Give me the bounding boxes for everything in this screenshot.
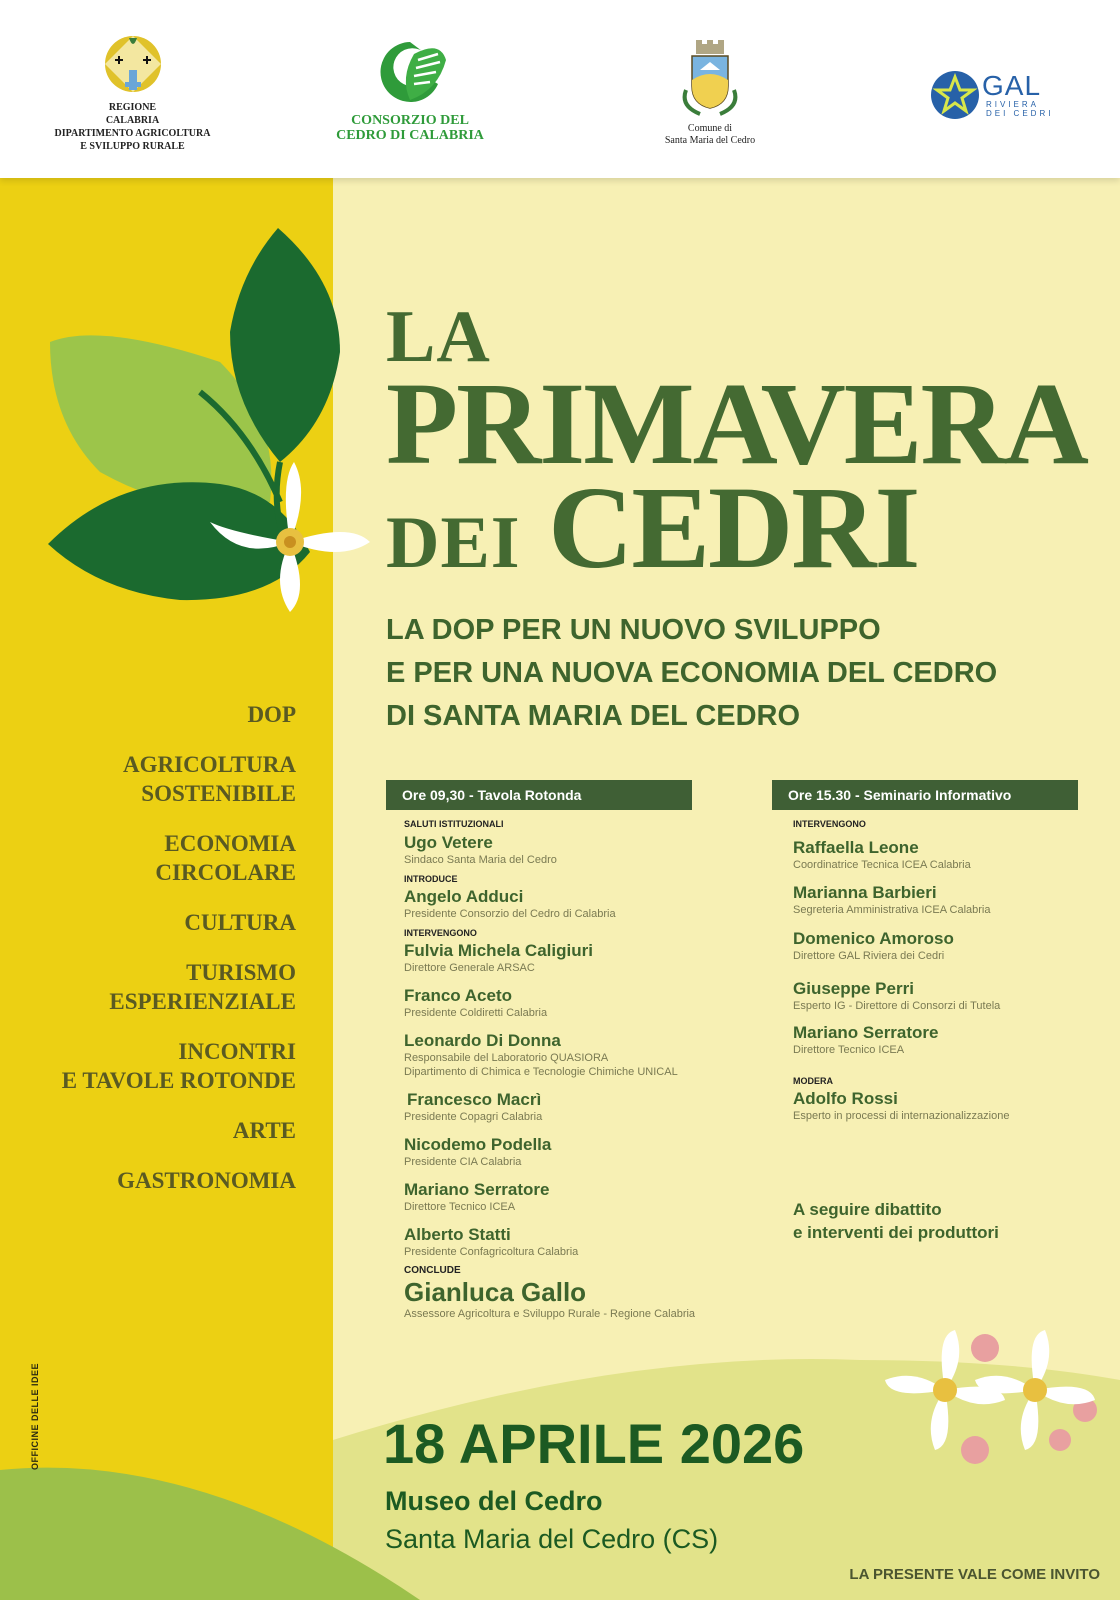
consorzio-line-2: CEDRO DI CALABRIA [336,128,484,143]
speaker-name: Mariano Serratore [404,1180,550,1199]
logo-comune [640,40,780,147]
speaker-name: Alberto Statti [404,1225,511,1244]
gal-sub-line-2: DEI CEDRI [986,109,1054,118]
regione-crest-icon [103,30,163,96]
speaker-name: Francesco Macrì [407,1090,542,1109]
label-modera: MODERA [793,1076,833,1086]
logo-header [0,0,1120,178]
speaker-name: Nicodemo Podella [404,1135,552,1154]
speaker-role: Esperto IG - Direttore di Consorzi di Tutela [793,1000,1001,1012]
afternoon-program [793,818,1120,1123]
topic-text: E TAVOLE ROTONDE [61,1068,296,1093]
topic-item [20,958,296,1016]
topic-item [20,1116,296,1145]
topic-item [20,750,296,808]
topic-text: DOP [247,702,296,727]
logo-gal [930,70,1070,122]
topic-text: GASTRONOMIA [117,1168,296,1193]
event-title [386,296,1106,597]
topic-text: SOSTENIBILE [141,781,296,806]
speaker-name: Giuseppe Perri [793,979,914,998]
topic-text: ECONOMIA [164,831,296,856]
gal-sub-line-1: RIVIERA [986,100,1040,109]
speaker-name: Fulvia Michela Caligiuri [404,941,593,960]
speaker-name: Ugo Vetere [404,833,493,852]
speaker-role: Direttore Generale ARSAC [404,962,535,974]
speaker-role: Direttore Tecnico ICEA [404,1201,516,1213]
label-saluti: SALUTI ISTITUZIONALI [404,819,504,829]
title-dei: DEI [386,502,521,584]
speaker-name: Adolfo Rossi [793,1089,898,1108]
speaker-name: Marianna Barbieri [793,883,937,902]
closing-line-2: e interventi dei produttori [793,1223,999,1242]
speaker-name: Domenico Amoroso [793,929,954,948]
date-main: 18 APRILE [383,1412,665,1475]
consorzio-leaf-icon [370,36,450,108]
topic-text: CULTURA [184,910,296,935]
comune-line-1: Comune di [687,123,733,134]
topic-text: AGRICOLTURA [123,752,296,777]
title-line-2: PRIMAVERA [386,358,1087,489]
event-venue: Museo del Cedro [385,1486,603,1516]
event-date [383,1414,804,1474]
speaker-name: Raffaella Leone [793,838,919,857]
speaker-role: Presidente Confagricoltura Calabria [404,1246,579,1258]
speaker-name: Franco Aceto [404,986,513,1005]
topic-text: CIRCOLARE [155,860,296,885]
logo-regione [40,30,225,153]
speaker-role: Presidente CIA Calabria [404,1156,522,1168]
title-line-3 [386,462,1106,597]
topic-text: INCONTRI [178,1039,296,1064]
regione-line-4: E SVILUPPO RURALE [80,141,185,152]
speaker-role: Coordinatrice Tecnica ICEA Calabria [793,859,971,871]
design-credit: OFFICINE DELLE IDEE [30,1362,40,1470]
cedro-leaves-icon [40,222,370,622]
topic-text: ARTE [232,1118,296,1143]
speaker-role: Presidente Consorzio del Cedro di Calabria [404,908,616,920]
speaker-role: Sindaco Santa Maria del Cedro [404,854,557,866]
logo-consorzio [330,36,490,143]
topic-item [20,829,296,887]
speaker-role: Segreteria Amministrativa ICEA Calabria [793,904,991,916]
title-cedri: CEDRI [548,462,919,593]
label-intervengono-pm: INTERVENGONO [793,819,866,829]
regione-line-1: REGIONE [108,102,157,113]
speaker-role: Direttore GAL Riviera dei Cedri [793,950,945,962]
topic-item [20,1166,296,1195]
subtitle-line-3: DI SANTA MARIA DEL CEDRO [386,700,801,732]
speaker-role: Dipartimento di Chimica e Tecnologie Chimiche UNICAL [404,1066,678,1078]
topic-text: ESPERIENZIALE [109,989,296,1014]
speaker-role: Presidente Copagri Calabria [404,1111,543,1123]
event-subtitle [386,609,1106,738]
subtitle-line-1: LA DOP PER UN NUOVO SVILUPPO [386,614,881,646]
gal-word: GAL [982,70,1042,101]
closing-line-1: A seguire dibattito [793,1200,942,1219]
speaker-name: Mariano Serratore [793,1023,939,1042]
invite-note: LA PRESENTE VALE COME INVITO [849,1566,1100,1583]
morning-program [404,818,764,1321]
afternoon-session-header: Ore 15.30 - Seminario Informativo [772,780,1078,810]
speaker-name: Leonardo Di Donna [404,1031,561,1050]
topic-item [20,700,296,729]
speaker-role: Responsabile del Laboratorio QUASIORA [404,1052,609,1064]
topic-text: TURISMO [186,960,296,985]
subtitle-line-2: E PER UNA NUOVA ECONOMIA DEL CEDRO [386,657,998,689]
label-introduce: INTRODUCE [404,874,458,884]
speaker-name: Angelo Adduci [404,887,524,906]
comune-crest-icon [678,40,742,118]
event-city: Santa Maria del Cedro (CS) [385,1524,719,1554]
label-conclude: CONCLUDE [404,1265,461,1276]
speaker-name-closing: Gianluca Gallo [404,1277,587,1307]
consorzio-line-1: CONSORZIO DEL [351,113,469,128]
blossom-icon [885,1330,1115,1490]
regione-line-3: DIPARTIMENTO AGRICOLTURA [54,128,211,139]
title-line-1: LA [386,296,491,378]
gal-star-icon [930,70,980,120]
topic-item [20,908,296,937]
date-year: 2026 [679,1412,805,1475]
topic-item [20,1037,296,1095]
speaker-role: Direttore Tecnico ICEA [793,1044,905,1056]
speaker-role: Esperto in processi di internazionalizzazione [793,1110,1010,1122]
morning-session-header: Ore 09,30 - Tavola Rotonda [386,780,692,810]
speaker-role: Presidente Coldiretti Calabria [404,1007,548,1019]
topics-list [20,700,296,1216]
comune-line-2: Santa Maria del Cedro [664,135,756,146]
label-intervengono: INTERVENGONO [404,928,477,938]
gal-sub [986,100,1066,118]
regione-line-2: CALABRIA [105,115,160,126]
closing-note [793,1198,999,1244]
speaker-role: Assessore Agricoltura e Sviluppo Rurale - Regione Calabria [404,1308,696,1320]
